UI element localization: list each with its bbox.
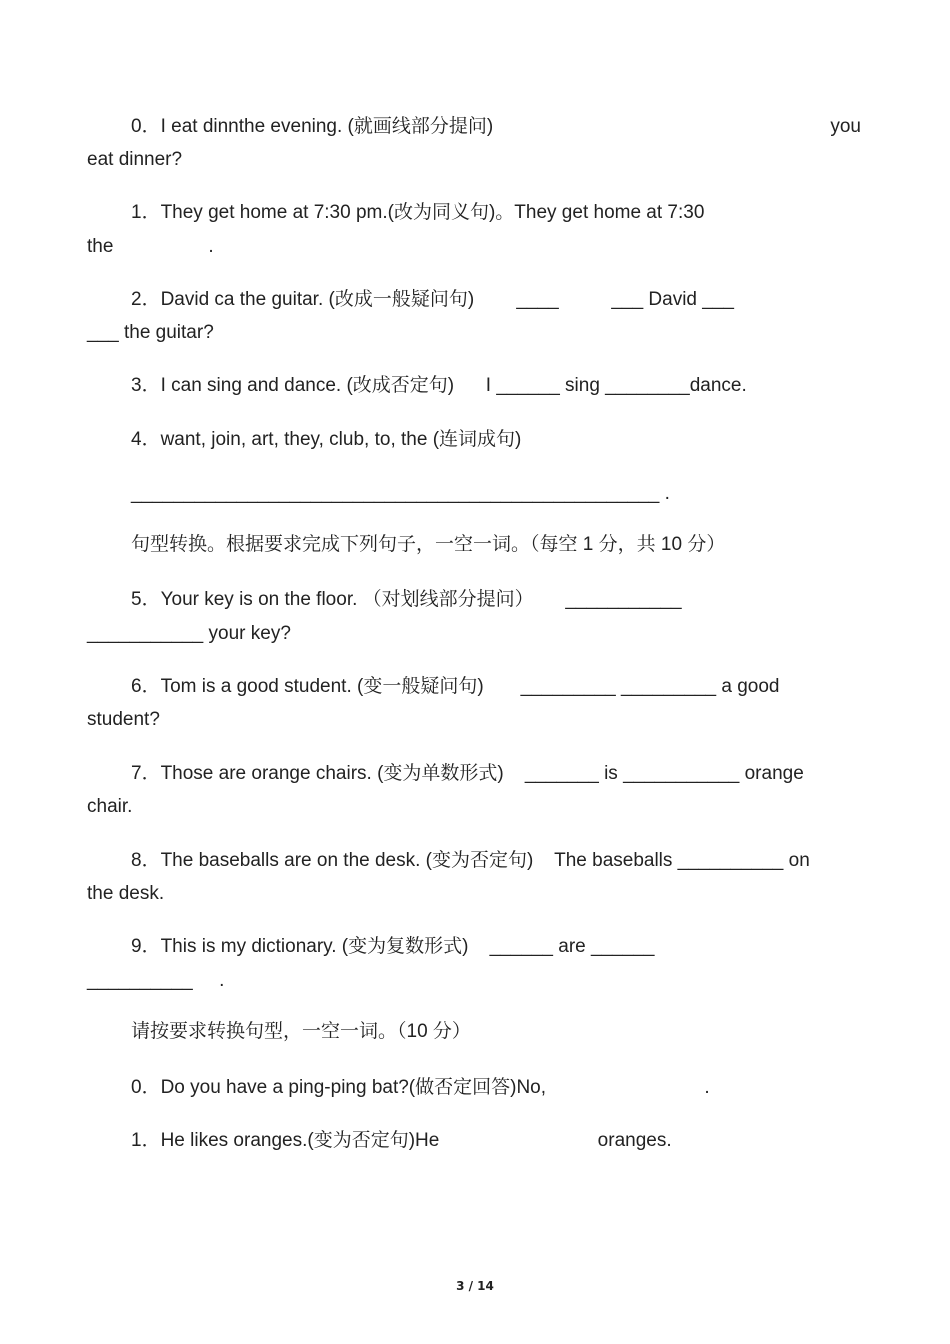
page-number: 3 / 14 — [456, 1279, 494, 1293]
question-0-line-1: 0．I eat dinnthe evening. (就画线部分提问) — [131, 116, 494, 137]
question-6-line-2: student? — [87, 709, 160, 730]
question-9-line-1: 9．This is my dictionary. (变为复数形式) ______ are ______ — [131, 936, 655, 957]
question-4-answer-line: __________________________________________________ . — [131, 483, 670, 504]
question-4-line-1: 4．want, join, art, they, club, to, the (连词成句) — [131, 429, 522, 450]
question-3-line: 3．I can sing and dance. (改成否定句) I ______ sing ________dance. — [131, 375, 747, 396]
question-8-line-2: the desk. — [87, 883, 165, 904]
question-9-line-2: __________ . — [87, 970, 225, 991]
question-8-line-1: 8．The baseballs are on the desk. (变为否定句) The baseballs __________ on — [131, 850, 810, 871]
question-6-line-1: 6．Tom is a good student. (变一般疑问句) _________ _________ a good — [131, 676, 780, 697]
question-2-line-2: ___ the guitar? — [87, 322, 214, 343]
question-7-line-2: chair. — [87, 796, 133, 817]
section-2-heading: 请按要求转换句型，一空一词。（10 分） — [131, 1021, 471, 1042]
section-2-question-1: 1．He likes oranges.(变为否定句)He oranges. — [131, 1130, 672, 1151]
question-0-you: you — [830, 116, 861, 137]
question-2-line-1: 2．David ca the guitar. (改成一般疑问句) ____ ___ David ___ — [131, 289, 734, 310]
question-1-line-2: the . — [87, 236, 214, 257]
section-2-question-0: 0．Do you have a ping-ping bat?(做否定回答)No, . — [131, 1077, 710, 1098]
question-1-line-1: 1．They get home at 7:30 pm.(改为同义句)。They get home at 7:30 — [131, 202, 705, 223]
section-1-heading: 句型转换。根据要求完成下列句子，一空一词。（每空 1 分，共 10 分） — [131, 534, 726, 555]
question-5-line-2: ___________ your key? — [87, 623, 291, 644]
question-7-line-1: 7．Those are orange chairs. (变为单数形式) _______ is ___________ orange — [131, 763, 804, 784]
question-0-line-2: eat dinner? — [87, 149, 183, 170]
question-5-line-1: 5．Your key is on the floor. （对划线部分提问） ___________ — [131, 589, 682, 610]
